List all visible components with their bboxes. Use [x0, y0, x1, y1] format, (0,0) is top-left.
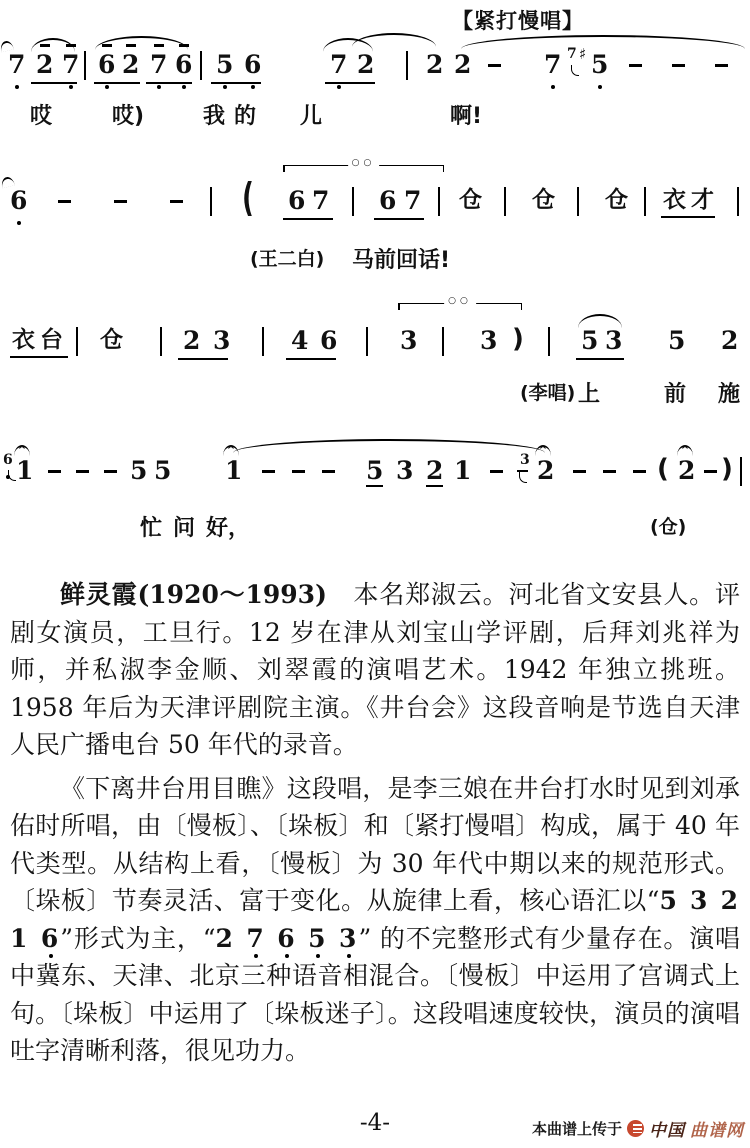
duration-dash — [633, 470, 646, 473]
parenthesis: ) — [512, 324, 524, 354]
barline — [352, 187, 354, 216]
site-watermark — [532, 1116, 744, 1141]
jianpu-note: 2 — [426, 50, 444, 79]
jianpu-note: 3 — [605, 326, 623, 355]
slur-arc — [578, 314, 622, 328]
jianpu-note: 6 — [98, 50, 116, 79]
beat-beam — [286, 358, 336, 360]
jianpu-note: 3 — [396, 456, 414, 485]
parenthesis: ( — [657, 454, 669, 484]
grace-hook — [8, 470, 16, 481]
lyric: 儿 — [300, 104, 323, 129]
beat-beam — [661, 216, 715, 218]
lyric: (仓) — [650, 516, 687, 538]
duration-dash — [114, 200, 127, 203]
lyric: 前 — [664, 382, 687, 407]
jianpu-note: 2 — [183, 326, 201, 355]
jianpu-note: 5 — [668, 326, 686, 355]
lyric: 忙 — [140, 516, 163, 541]
duration-dash — [603, 470, 616, 473]
barline — [366, 327, 368, 356]
text-segment — [266, 924, 277, 953]
jianpu-note: 4 — [291, 326, 309, 355]
lyric: 好， — [206, 516, 251, 541]
jianpu-note: 5 — [216, 50, 234, 79]
jianpu-note: 3 — [213, 326, 231, 355]
duration-dash — [76, 470, 89, 473]
jianpu-note: 1 — [16, 456, 34, 485]
jianpu-note: 3 — [400, 326, 418, 355]
text-segment: 2 — [215, 923, 247, 953]
jianpu-note: 6 — [288, 186, 306, 215]
text-segment: 本名郑淑云。河北省文安县人。评剧女演员，工旦行。12 岁在津从刘宝山学评剧，后拜刘兆祥为师，并私淑李金顺、刘翠霞的演唱艺术。1942 年独立挑班。1958 年后为天津评剧院主演。《井台会》这段音响是节选自天津人民广播电台 50 年代的录音。 — [10, 580, 740, 759]
jianpu-note: 7 — [312, 186, 330, 215]
barline — [504, 187, 506, 216]
percussion-bracket — [283, 158, 444, 174]
duration-dash — [573, 470, 586, 473]
text-segment: 7 — [246, 923, 266, 953]
percussion-syllable: 仓 — [459, 187, 487, 213]
jianpu-note: 2 — [357, 50, 375, 79]
barline — [740, 457, 742, 486]
jianpu-note: 6 — [10, 186, 28, 215]
music-notation-region — [0, 0, 750, 570]
jianpu-note: 2 — [122, 50, 140, 79]
barline — [737, 187, 739, 216]
beat-beam — [31, 82, 77, 84]
beat-beam — [178, 358, 228, 360]
ornament-caret: ^ — [538, 445, 548, 456]
site-logo-icon — [627, 1120, 644, 1137]
duration-dash — [629, 64, 642, 67]
performer-bio-paragraph — [10, 576, 740, 764]
jianpu-note: 2 — [454, 50, 472, 79]
jianpu-note: 7 — [62, 50, 80, 79]
duration-dash — [262, 470, 275, 473]
jianpu-note: 6 — [175, 50, 193, 79]
barline — [84, 51, 86, 80]
duration-dash — [170, 200, 183, 203]
jianpu-note: 7 — [404, 186, 422, 215]
parenthesis: ( — [242, 176, 254, 222]
jianpu-note: 6 — [244, 50, 262, 79]
ornament-mark — [14, 445, 30, 456]
aria-analysis-paragraph — [10, 770, 740, 1070]
lyric: 问 — [173, 516, 196, 541]
commentary-text-block — [10, 576, 740, 1076]
duration-dash — [322, 470, 335, 473]
lyric: (李唱) — [520, 382, 576, 404]
slur-arc — [352, 33, 436, 47]
duration-dash — [672, 64, 685, 67]
grace-hook — [571, 65, 579, 76]
lyric: 马前回话! — [352, 248, 451, 273]
text-segment — [328, 924, 339, 953]
jianpu-note: 7 — [8, 50, 26, 79]
jianpu-note: 6 — [379, 186, 397, 215]
jianpu-note: 5 — [366, 456, 384, 485]
barline — [76, 327, 78, 356]
barline — [406, 51, 408, 80]
bracket-circles: ○○ — [444, 297, 476, 306]
beat-beam — [283, 218, 333, 220]
page-number: -4- — [359, 1110, 391, 1136]
barline — [200, 51, 202, 80]
barline — [548, 327, 550, 356]
slur-arc — [31, 38, 75, 52]
percussion-syllable: 仓 — [605, 187, 633, 213]
ornament-caret: ^ — [680, 445, 690, 456]
text-segment — [297, 924, 308, 953]
jianpu-note: 2 — [721, 326, 739, 355]
text-segment: 5 3 2 1 — [10, 886, 740, 953]
jianpu-note: 6 — [320, 326, 338, 355]
notation-line-2 — [0, 158, 750, 288]
lyric: (王二白) — [250, 248, 325, 270]
barline — [210, 187, 212, 216]
jianpu-note: 2 — [36, 50, 54, 79]
jianpu-note: 2 — [678, 456, 696, 485]
beat-beam — [146, 82, 192, 84]
barline — [577, 187, 579, 216]
banqiang-style-tag: 【紧打慢唱】 — [452, 9, 584, 33]
percussion-bracket — [398, 296, 522, 312]
slur-arc — [461, 35, 745, 49]
text-segment: ”形式为主，“ — [60, 923, 216, 953]
jianpu-note: 7 — [544, 50, 562, 79]
jianpu-note: 2 — [426, 456, 444, 485]
lyric: 啊! — [450, 104, 483, 129]
watermark-upload-text: 本曲谱上传于 — [531, 1120, 622, 1138]
duration-dash — [292, 470, 305, 473]
jianpu-note: ♯ 5 — [591, 52, 608, 77]
percussion-syllable: 衣台 — [12, 327, 68, 353]
text-segment: 6 — [40, 923, 61, 953]
site-name-secondary: 曲谱网 — [690, 1121, 744, 1141]
text-segment: 鲜灵霞(1920～1993) — [60, 580, 327, 609]
notation-line-3 — [0, 296, 750, 428]
notation-line-1 — [0, 46, 750, 152]
parenthesis: ) — [721, 454, 733, 484]
duration-dash — [58, 200, 71, 203]
beat-beam — [325, 82, 375, 84]
duration-dash — [704, 470, 717, 473]
ornament-mark — [535, 445, 551, 456]
percussion-syllable: 仓 — [532, 187, 560, 213]
barline — [442, 327, 444, 356]
duration-dash — [488, 64, 501, 67]
jianpu-note: 5 — [154, 456, 172, 485]
ornament-caret: ^ — [226, 445, 236, 456]
jianpu-note: 3 — [480, 326, 498, 355]
duration-dash — [48, 470, 61, 473]
lyric: 哎) — [112, 104, 145, 129]
lyric: 施 — [718, 382, 741, 407]
slur-arc — [95, 36, 188, 50]
duration-dash — [715, 64, 728, 67]
ornament-mark — [677, 445, 693, 456]
lyric: 哎 — [30, 104, 53, 129]
bracket-circles: ○○ — [348, 159, 380, 168]
barline — [262, 327, 264, 356]
jianpu-note: 3 — [520, 452, 530, 468]
jianpu-note: 2 — [537, 456, 555, 485]
jianpu-note: 7 — [567, 46, 577, 62]
beat-beam — [10, 356, 68, 358]
lyric: 上 — [578, 382, 601, 407]
jianpu-note: 6 — [3, 452, 13, 468]
grace-hook — [519, 472, 527, 483]
barline — [644, 187, 646, 216]
beat-beam — [374, 218, 424, 220]
text-segment: ” 的不完整形式有少量存在。演唱中冀东、天津、北京三种语音相混合。〔慢板〕中运用了宫调式上句。〔垛板〕中运用了〔垛板迷子〕。这段唱速度较快，演员的演唱吐字清晰利落，很见功力。 — [10, 923, 740, 1065]
jianpu-note: 7 — [330, 50, 348, 79]
jianpu-note: 5 — [130, 456, 148, 485]
barline — [160, 327, 162, 356]
duration-dash — [104, 470, 117, 473]
percussion-syllable: 衣才 — [663, 187, 719, 213]
jianpu-note: 1 — [454, 456, 472, 485]
beat-beam — [94, 82, 140, 84]
text-segment: 《下离井台用目瞧》这段唱，是李三娘在井台打水时见到刘承佑时所唱，由〔慢板〕、〔垛板〕和〔紧打慢唱〕构成，属于 40 年代类型。从结构上看，〔慢板〕为 30 年代中期以来的规范形式。〔垛板〕节奏灵活、富于变化。从旋律上看，核心语汇以“ — [10, 773, 740, 915]
beat-beam — [576, 358, 624, 360]
duration-dash — [490, 470, 503, 473]
text-segment: 6 — [277, 923, 297, 953]
text-segment: 5 — [308, 923, 328, 953]
slur-arc — [233, 439, 545, 453]
site-name-primary: 中国 — [649, 1121, 685, 1141]
jianpu-note: 7 — [150, 50, 168, 79]
ornament-caret: ^ — [17, 445, 27, 456]
jianpu-note: 5 — [581, 326, 599, 355]
lyric: 的 — [234, 104, 257, 129]
text-segment: 3 — [339, 923, 359, 953]
percussion-syllable: 仓 — [100, 327, 128, 353]
beat-beam — [211, 82, 261, 84]
barline — [438, 187, 440, 216]
notation-line-4 — [0, 445, 750, 558]
jianpu-note: 1 — [225, 456, 243, 485]
lyric: 我 — [203, 104, 226, 129]
